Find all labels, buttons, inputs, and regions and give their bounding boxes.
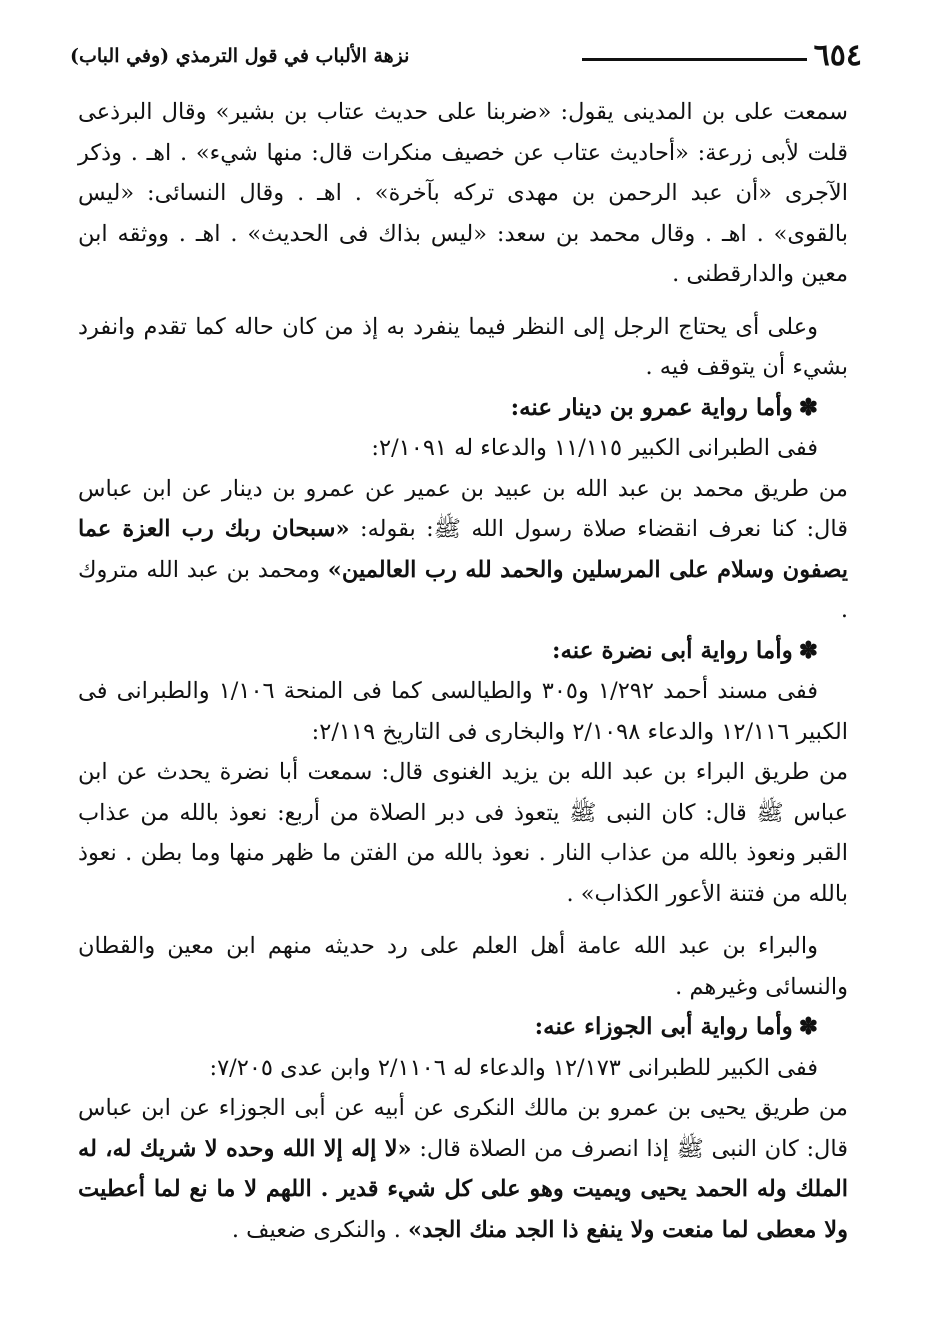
page-body xyxy=(78,92,848,1250)
paragraph: ففى مسند أحمد ١/٢٩٢ و٣٠٥ والطيالسى كما فى المنحة ١/١٠٦ والطبرانى فى الكبير ١٢/١١٦ والدعاء ٢/١٠٩٨ والبخارى فى التاريخ ٢/١١٩: xyxy=(78,678,848,745)
paragraph: ففى الكبير للطبرانى ١٢/١٧٣ والدعاء له ٢/١١٠٦ وابن عدى ٧/٢٠٥: xyxy=(209,1054,818,1081)
paragraph: ففى الطبرانى الكبير ١١/١١٥ والدعاء له ٢/١٠٩١: xyxy=(371,435,818,461)
section-heading: ✽وأما رواية أبى الجوزاء عنه: xyxy=(534,1013,818,1040)
page-number: ٦٥٤ xyxy=(813,38,862,73)
header-rule xyxy=(582,58,807,61)
paragraph: سمعت على بن المدينى يقول: «ضربنا على حديث عتاب بن بشير» وقال البرذعى قلت لأبى زرعة: «أحاديث عتاب عن خصيف منكرات قال: منها شيء» . اهـ . وذكر الآجرى «أن عبد الرحمن بن مهدى تركه بآخرة» . اهـ . وقال النسائى: «ليس بالقوى» . اهـ . وقال محمد بن سعد: «ليس بذاك فى الحديث» . اهـ . ووثقه ابن معين والدارقطنى . xyxy=(78,99,848,287)
page-header xyxy=(70,36,862,76)
paragraph: وعلى أى يحتاج الرجل إلى النظر فيما ينفرد به إذ من كان حاله كما تقدم وانفرد بشيء أن يتوقف فيه . xyxy=(78,313,848,380)
quoted-hadith: «سبحان ربك رب العزة عما يصفون وسلام على المرسلين والحمد لله رب العالمين» xyxy=(78,516,848,583)
asterisk-icon: ✽ xyxy=(798,1013,818,1040)
running-title: نزهة الألباب في قول الترمذي (وفي الباب) xyxy=(70,45,410,67)
paragraph: والبراء بن عبد الله عامة أهل العلم على رد حديثه منهم ابن معين والقطان والنسائى وغيرهم . xyxy=(78,933,848,1000)
asterisk-icon: ✽ xyxy=(798,636,818,664)
section-heading: ✽وأما رواية أبى نضرة عنه: xyxy=(551,636,818,664)
section-heading: ✽وأما رواية عمرو بن دينار عنه: xyxy=(510,393,818,421)
paragraph: من طريق البراء بن عبد الله بن يزيد الغنوى قال: سمعت أبا نضرة يحدث عن ابن عباس ﷺ قال: كان النبى ﷺ يتعوذ فى دبر الصلاة من أربع: نعوذ بالله من عذاب القبر ونعوذ بالله من عذاب النار . نعوذ بالله من الفتن ما ظهر منها وما بطن . نعوذ بالله من فتنة الأعور الكذاب» . xyxy=(78,759,848,907)
asterisk-icon: ✽ xyxy=(798,393,818,421)
paragraph: من طريق محمد بن عبد الله بن عبيد بن عمير عن عمرو بن دينار عن ابن عباس قال: كنا نعرف انقضاء صلاة رسول الله ﷺ: بقوله: «سبحان ربك رب العزة عما يصفون وسلام على المرسلين والحمد لله رب العالمين» ومحمد بن عبد الله متروك . xyxy=(78,475,849,623)
paragraph: من طريق يحيى بن عمرو بن مالك النكرى عن أبيه عن أبى الجوزاء عن ابن عباس قال: كان النبى ﷺ إذا انصرف من الصلاة قال: «لا إله إلا الله وحده لا شريك له، له الملك وله الحمد يحيى ويميت وهو على كل شيء قدير . اللهم لا ما نع لما أعطيت ولا معطى لما منعت ولا ينفع ذا الجد منك الجد» . والنكرى ضعيف . xyxy=(78,1095,848,1243)
quoted-hadith: «لا إله إلا الله وحده لا شريك له، له الملك وله الحمد يحيى ويميت وهو على كل شيء قدير . اللهم لا ما نع لما أعطيت ولا معطى لما منعت ولا ينفع ذا الجد منك الجد» xyxy=(78,1135,848,1243)
